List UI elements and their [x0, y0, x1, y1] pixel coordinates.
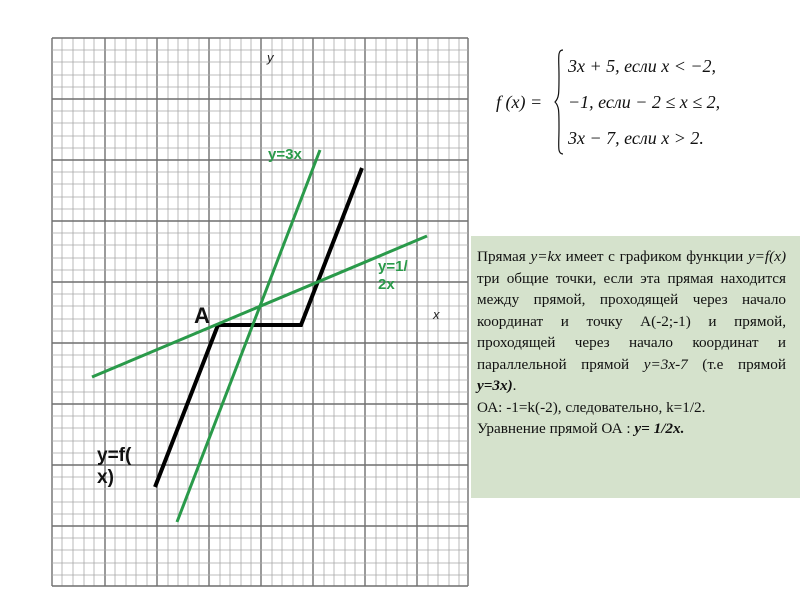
label-function-line2: x) [97, 467, 114, 488]
label-function [97, 445, 131, 489]
label-y-half-x [378, 258, 408, 294]
function-graph [155, 168, 362, 487]
point-a-label: A [194, 303, 210, 328]
line-y-3x [177, 150, 320, 522]
label-function-line1: y=f( [97, 445, 132, 466]
explanation-paragraph-3: Уравнение прямой ОА : y= 1/2x. [477, 420, 685, 437]
formula-case-3: 3x − 7, если x > 2. [568, 128, 704, 148]
x-axis-label: x [433, 307, 440, 322]
formula-case-2: −1, если − 2 ≤ x ≤ 2, [568, 92, 721, 112]
explanation-paragraph-2: ОА: -1=k(-2), следовательно, k=1/2. [477, 398, 706, 416]
formula-lhs: f (x) = [496, 92, 543, 112]
y-axis-label: y [267, 50, 274, 65]
explanation-paragraph-1: Прямая y=kx имеет с графиком функции y=f(x) три общие точки, если эта прямая находится между прямой, проходящей через начало координат и точку А(-2;-1) и прямой, проходящей через начало координат и параллельной прямой y=3x-7 (т.е прямой y=3x). [477, 248, 787, 394]
piecewise-formula [496, 48, 776, 158]
label-y-3x: y=3x [268, 146, 302, 163]
left-brace-icon [554, 48, 564, 156]
explanation-box [471, 236, 800, 498]
label-y-half-x-line2: 2x [378, 276, 395, 293]
formula-case-1: 3x + 5, если x < −2, [568, 56, 717, 76]
line-y-half-x [92, 236, 427, 377]
grid-lines [52, 38, 468, 586]
label-y-half-x-line1: y=1/ [378, 258, 408, 275]
